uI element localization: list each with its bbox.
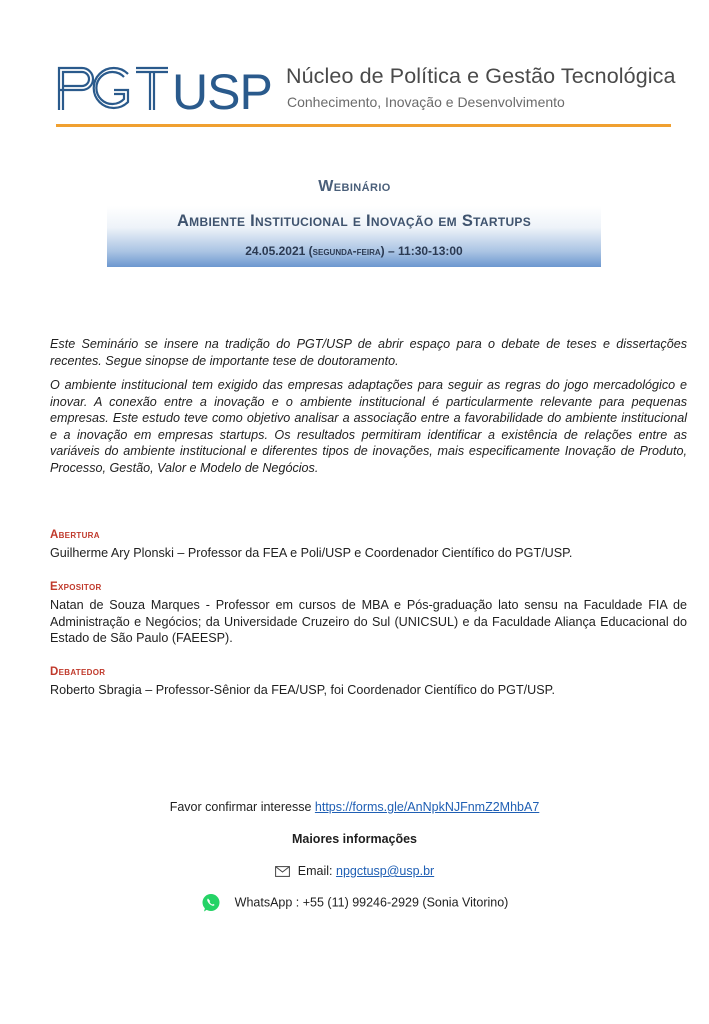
- more-info-heading: Maiores informações: [291, 832, 418, 846]
- debatedor-text: Roberto Sbragia – Professor-Sênior da FEA/USP, foi Coordenador Científico do PGT/USP.: [50, 683, 555, 697]
- svg-text:USP: USP: [172, 64, 272, 114]
- email-link[interactable]: npgctusp@usp.br: [336, 864, 435, 878]
- event-weekday: (segunda-feira): [308, 244, 385, 258]
- abertura-heading: Abertura: [50, 529, 100, 541]
- confirm-form-link[interactable]: https://forms.gle/AnNpkNJFnmZ2MhbA7: [314, 800, 540, 814]
- event-title: Ambiente Institucional e Inovação em Startups: [176, 212, 532, 230]
- whatsapp-label: WhatsApp :: [234, 895, 300, 910]
- intro-paragraph: Este Seminário se insere na tradição do PGT/USP de abrir espaço para o debate de teses e dissertações recentes. Segue sinopse de importante tese de doutoramento.: [50, 337, 687, 368]
- event-type: Webinário: [318, 178, 391, 195]
- org-name: Núcleo de Política e Gestão Tecnológica: [286, 64, 676, 88]
- confirm-line: [0, 800, 709, 814]
- event-date: 24.05.2021: [245, 244, 306, 258]
- org-tagline: Conhecimento, Inovação e Desenvolvimento: [287, 94, 565, 110]
- expositor-heading: Expositor: [50, 581, 102, 593]
- debatedor-heading: Debatedor: [50, 666, 106, 678]
- whatsapp-value: +55 (11) 99246-2929 (Sonia Vitorino): [302, 895, 509, 910]
- event-datetime: [107, 244, 601, 258]
- confirm-label: Favor confirmar interesse: [169, 800, 312, 814]
- email-label: Email:: [297, 864, 333, 878]
- event-time: – 11:30-13:00: [388, 244, 463, 258]
- expositor-text: Natan de Souza Marques - Professor em cursos de MBA e Pós-graduação lato sensu na Faculdade FIA de Administração e Negócios; da Universidade Cruzeiro do Sul (UNICSUL) e da Faculdade Aliança Educacional do Estado de São Paulo (FAEESP).: [50, 598, 687, 645]
- envelope-icon: [275, 866, 290, 877]
- whatsapp-line: [0, 893, 709, 913]
- header-divider: [56, 124, 671, 127]
- pgtusp-logo: [56, 62, 278, 114]
- email-line: [0, 864, 709, 878]
- abertura-text: Guilherme Ary Plonski – Professor da FEA e Poli/USP e Coordenador Científico do PGT/USP.: [50, 546, 573, 560]
- synopsis-paragraph: O ambiente institucional tem exigido das empresas adaptações para seguir as regras do jogo mercadológico e inovar. A conexão entre a inovação e o ambiente institucional é particularmente relevante para pequenas empresas. Este estudo teve como objetivo analisar a associação entre a favorabilidade do ambiente institucional e a inovação em empresas startups. Os resultados permitiram identificar a existência de relações entre as variáveis do ambiente institucional e diferentes tipos de inovações, mais especificamente Inovação de Produto, Processo, Gestão, Valor e Modelo de Negócios.: [50, 378, 687, 475]
- whatsapp-icon: [201, 893, 221, 913]
